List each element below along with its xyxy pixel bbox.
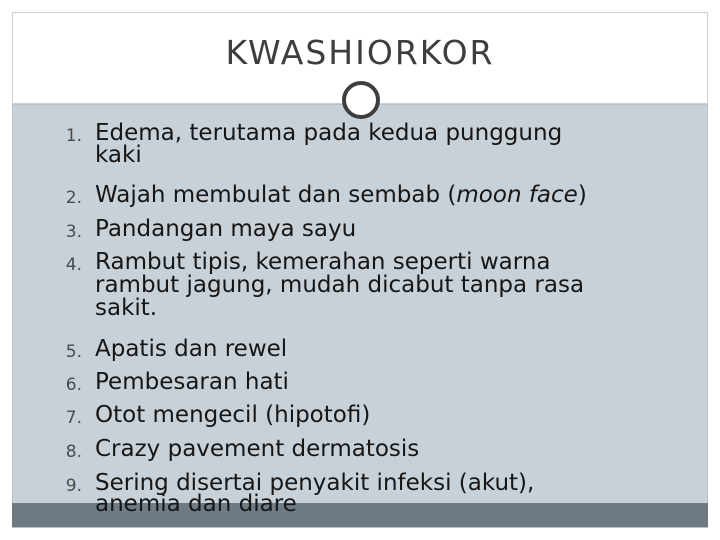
list-item-line: Edema, terutama pada kedua punggung (95, 120, 563, 146)
list-number: 6. (65, 375, 82, 395)
list-item-line: Sering disertai penyakit infeksi (akut), (95, 470, 535, 496)
list-item-text (95, 182, 615, 209)
list-number: 7. (65, 408, 82, 428)
list-number: 8. (65, 442, 82, 462)
list-number: 9. (65, 476, 82, 496)
list-number: 3. (65, 222, 82, 242)
list-item-line: sakit. (95, 295, 158, 321)
list-item-line: kaki (95, 142, 142, 168)
list-item-text-suffix: ) (577, 182, 587, 208)
list-item-text: Crazy pavement dermatosis (95, 436, 420, 462)
list-item-text-italic: moon face (456, 182, 578, 208)
slide-title: KWASHIORKOR (225, 33, 495, 72)
list-number: 1. (65, 126, 82, 146)
list-item-line: Rambut tipis, kemerahan seperti warna (95, 249, 551, 275)
list-item-line: anemia dan diare (95, 491, 297, 517)
list-item-text: Otot mengecil (hipotofi) (95, 402, 371, 428)
list-item-text-prefix: Wajah membulat dan sembab ( (95, 182, 457, 208)
list-item-text: Apatis dan rewel (95, 336, 288, 362)
list-item-text (95, 120, 615, 169)
list-number: 5. (65, 342, 82, 362)
list-number: 2. (65, 188, 82, 208)
list-item-text: Pandangan maya sayu (95, 216, 357, 242)
list-item-text: Pembesaran hati (95, 369, 289, 395)
list-item-line: rambut jagung, mudah dicabut tanpa rasa (95, 272, 585, 298)
list-item-text (95, 249, 615, 322)
list-number: 4. (65, 255, 82, 275)
list-item-text (95, 470, 615, 518)
